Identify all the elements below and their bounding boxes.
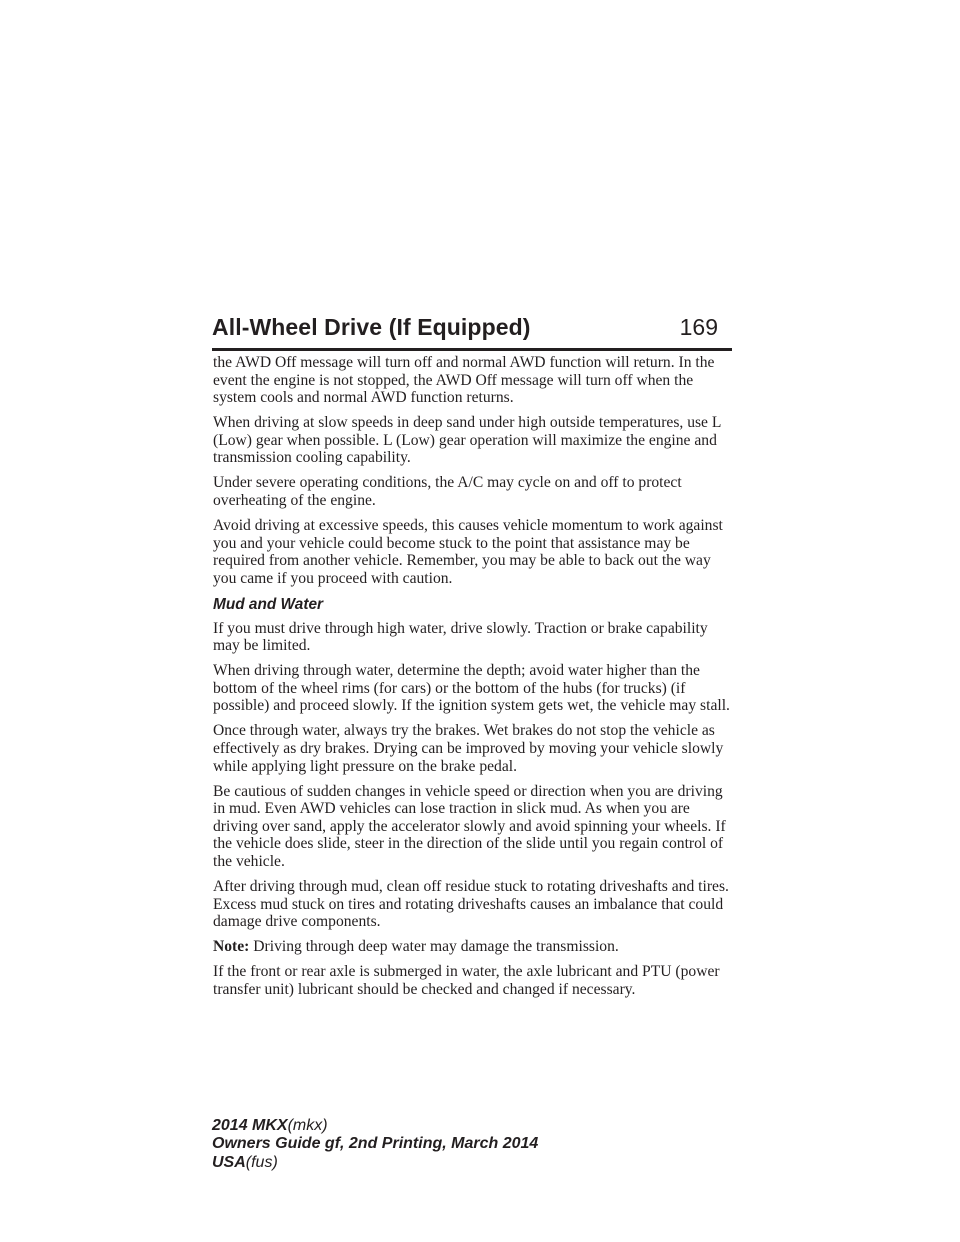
page-footer: [212, 1117, 538, 1172]
paragraph: When driving through water, determine the depth; avoid water higher than the bottom of the wheel rims (for cars) or the bottom of the hubs (for trucks) (if possible) and proceed slowly. If the ignition system gets wet, the vehicle may stall.: [213, 662, 730, 715]
paragraph: If you must drive through high water, drive slowly. Traction or brake capability may be limited.: [213, 619, 708, 655]
page-header: [212, 312, 732, 352]
footer-model: 2014 MKX: [212, 1117, 288, 1134]
paragraph: Avoid driving at excessive speeds, this causes vehicle momentum to work against you and your vehicle could become stuck to the point that assistance may be required from another vehicle. Remember, you may be able to back out the way you came if you proceed with caution.: [213, 516, 723, 587]
footer-region-code: (fus): [245, 1153, 278, 1171]
paragraph: When driving at slow speeds in deep sand under high outside temperatures, use L (Low) gear when possible. L (Low) gear operation will maximize the engine and transmission cooling capability.: [213, 414, 721, 467]
footer-guide-line: Owners Guide gf, 2nd Printing, March 2014: [212, 1135, 539, 1153]
note-text: Driving through deep water may damage the transmission.: [253, 938, 619, 956]
note-paragraph: [213, 938, 738, 956]
paragraph: Be cautious of sudden changes in vehicle speed or direction when you are driving in mud. Even AWD vehicles can lose traction in slick mud. As when you are driving over sand, apply the accelerator slowly and avoid spinning your wheels. If the vehicle does slide, steer in the direction of the slide until you regain control of the vehicle.: [213, 782, 726, 870]
header-rule: [212, 348, 732, 351]
footer-model-line: [212, 1117, 538, 1135]
chapter-title: All-Wheel Drive (If Equipped): [212, 314, 531, 340]
note-label: Note:: [213, 938, 250, 956]
footer-model-code: (mkx): [287, 1117, 328, 1134]
body-text: [213, 354, 738, 1006]
paragraph: After driving through mud, clean off residue stuck to rotating driveshafts and tires. Excess mud stuck on tires and rotating driveshafts causes an imbalance that could damage drive components.: [213, 877, 729, 931]
paragraph: the AWD Off message will turn off and normal AWD function will return. In the event the engine is not stopped, the AWD Off message will turn off when the system cools and normal AWD function returns.: [213, 354, 715, 407]
page-number: 169: [679, 314, 718, 340]
footer-region-line: [212, 1154, 538, 1172]
paragraph: If the front or rear axle is submerged in water, the axle lubricant and PTU (power transfer unit) lubricant should be checked and changed if necessary.: [213, 963, 720, 998]
paragraph: Under severe operating conditions, the A/C may cycle on and off to protect overheating of the engine.: [213, 474, 682, 509]
footer-region: USA: [212, 1153, 246, 1171]
paragraph: Once through water, always try the brakes. Wet brakes do not stop the vehicle as effectively as dry brakes. Drying can be improved by moving your vehicle slowly while applying light pressure on the brake pedal.: [213, 722, 724, 775]
section-heading: Mud and Water: [213, 595, 324, 613]
